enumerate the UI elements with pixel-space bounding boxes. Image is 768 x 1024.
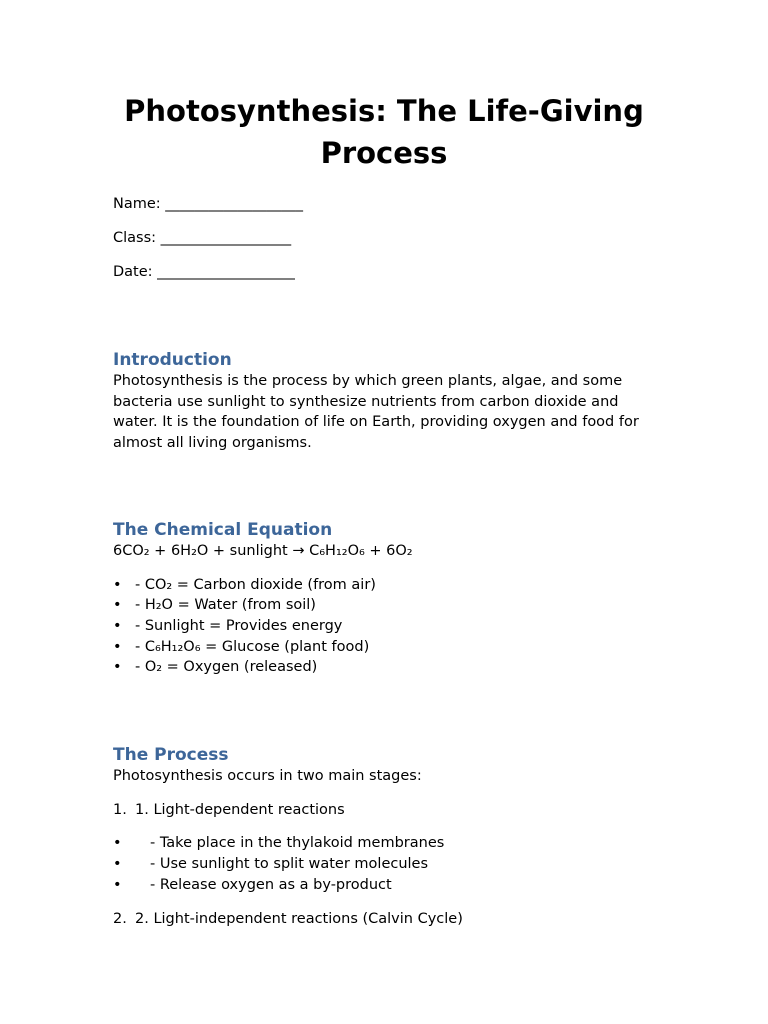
bullet-icon: •: [113, 617, 122, 634]
class-field: Class: __________________: [113, 230, 292, 246]
page-title: Photosynthesis: The Life-Giving Process: [124, 94, 644, 170]
bullet-icon: •: [113, 856, 122, 873]
stage-label: 1. Light-dependent reactions: [135, 801, 345, 818]
list-item: [113, 833, 655, 854]
list-item-text: - CO₂ = Carbon dioxide (from air): [135, 576, 376, 593]
stage-1: [113, 800, 655, 821]
document-page: [113, 90, 655, 929]
list-item-text: - H₂O = Water (from soil): [135, 597, 316, 614]
list-item: [113, 637, 655, 658]
list-item: [113, 875, 655, 896]
bullet-icon: •: [113, 576, 122, 593]
date-field: Date: ___________________: [113, 264, 295, 280]
chemical-equation: 6CO₂ + 6H₂O + sunlight → C₆H₁₂O₆ + 6O₂: [113, 542, 413, 559]
list-item-text: - O₂ = Oxygen (released): [135, 659, 318, 676]
stage-number: 1.: [113, 801, 127, 818]
list-item: [113, 657, 655, 678]
list-item-text: - Take place in the thylakoid membranes: [150, 835, 445, 852]
list-item: [113, 854, 655, 875]
list-item-text: - Sunlight = Provides energy: [135, 617, 343, 634]
list-item: [113, 595, 655, 616]
process-heading: The Process: [113, 745, 229, 766]
bullet-icon: •: [113, 638, 122, 655]
introduction-heading: Introduction: [113, 350, 232, 370]
stage-number: 2.: [113, 910, 127, 927]
process-intro: Photosynthesis occurs in two main stages:: [113, 768, 422, 785]
bullet-icon: •: [113, 597, 122, 614]
stage-label: 2. Light-independent reactions (Calvin Cycle): [135, 910, 463, 927]
bullet-icon: •: [113, 659, 122, 676]
chemical-equation-heading: The Chemical Equation: [113, 519, 333, 540]
list-item-text: - C₆H₁₂O₆ = Glucose (plant food): [135, 638, 370, 655]
name-field: Name: ___________________: [113, 196, 304, 212]
list-item: [113, 575, 655, 596]
bullet-icon: •: [113, 876, 122, 893]
stage-1-list: [113, 833, 655, 895]
equation-terms-list: [113, 575, 655, 679]
introduction-text: Photosynthesis is the process by which green plants, algae, and some bacteria use sunlight to synthesize nutrients from carbon dioxide and water. It is the foundation of life on Earth, providing oxygen and food for almost all living organisms.: [113, 373, 639, 452]
bullet-icon: •: [113, 835, 122, 852]
list-item-text: - Use sunlight to split water molecules: [150, 856, 429, 873]
stage-2: [113, 909, 655, 930]
list-item-text: - Release oxygen as a by-product: [150, 876, 392, 893]
list-item: [113, 616, 655, 637]
